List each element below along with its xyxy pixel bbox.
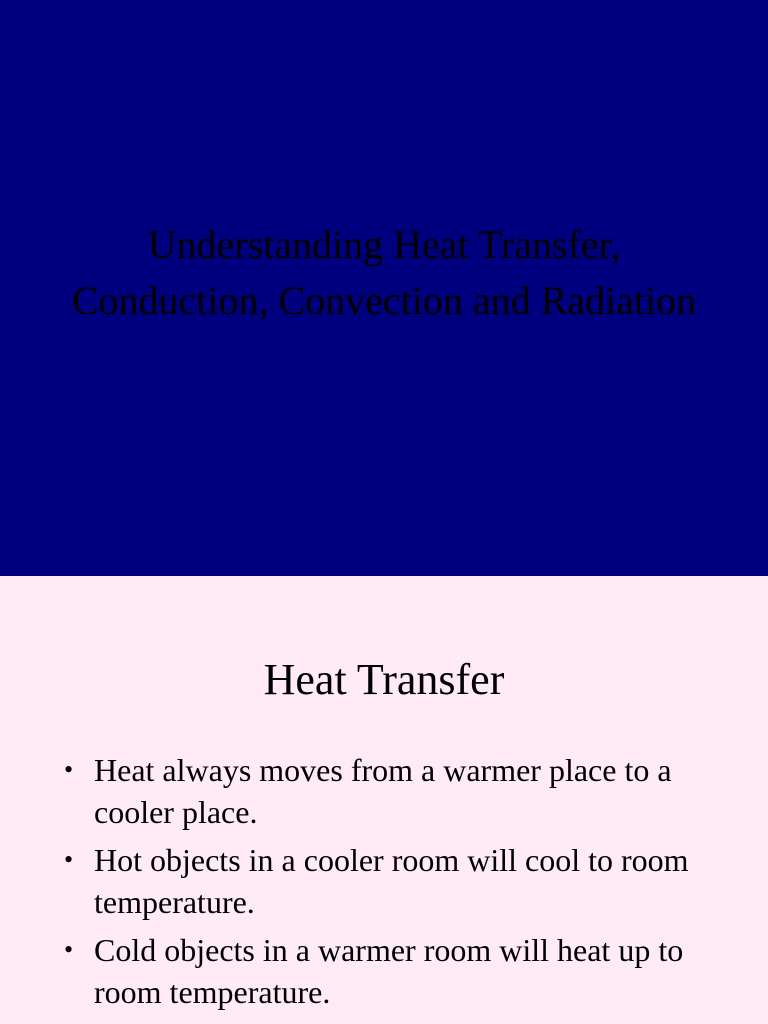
- bullet-text: Heat always moves from a warmer place to a cooler place.: [94, 752, 672, 830]
- slide-heading: Heat Transfer: [263, 655, 505, 704]
- bullet-item: [60, 749, 720, 833]
- bullet-icon: •: [64, 845, 74, 874]
- content-slide: [0, 576, 768, 1024]
- bullet-icon: •: [64, 935, 74, 964]
- slide-title: Understanding Heat Transfer, Conduction, Convection and Radiation: [71, 222, 697, 323]
- bullet-text: Hot objects in a cooler room will cool to room temperature.: [94, 842, 689, 920]
- bullet-list: [60, 749, 720, 1019]
- bullet-icon: •: [64, 755, 74, 784]
- bullet-item: [60, 839, 720, 923]
- bullet-item: [60, 929, 720, 1013]
- bullet-text: Cold objects in a warmer room will heat up to room temperature.: [94, 932, 684, 1010]
